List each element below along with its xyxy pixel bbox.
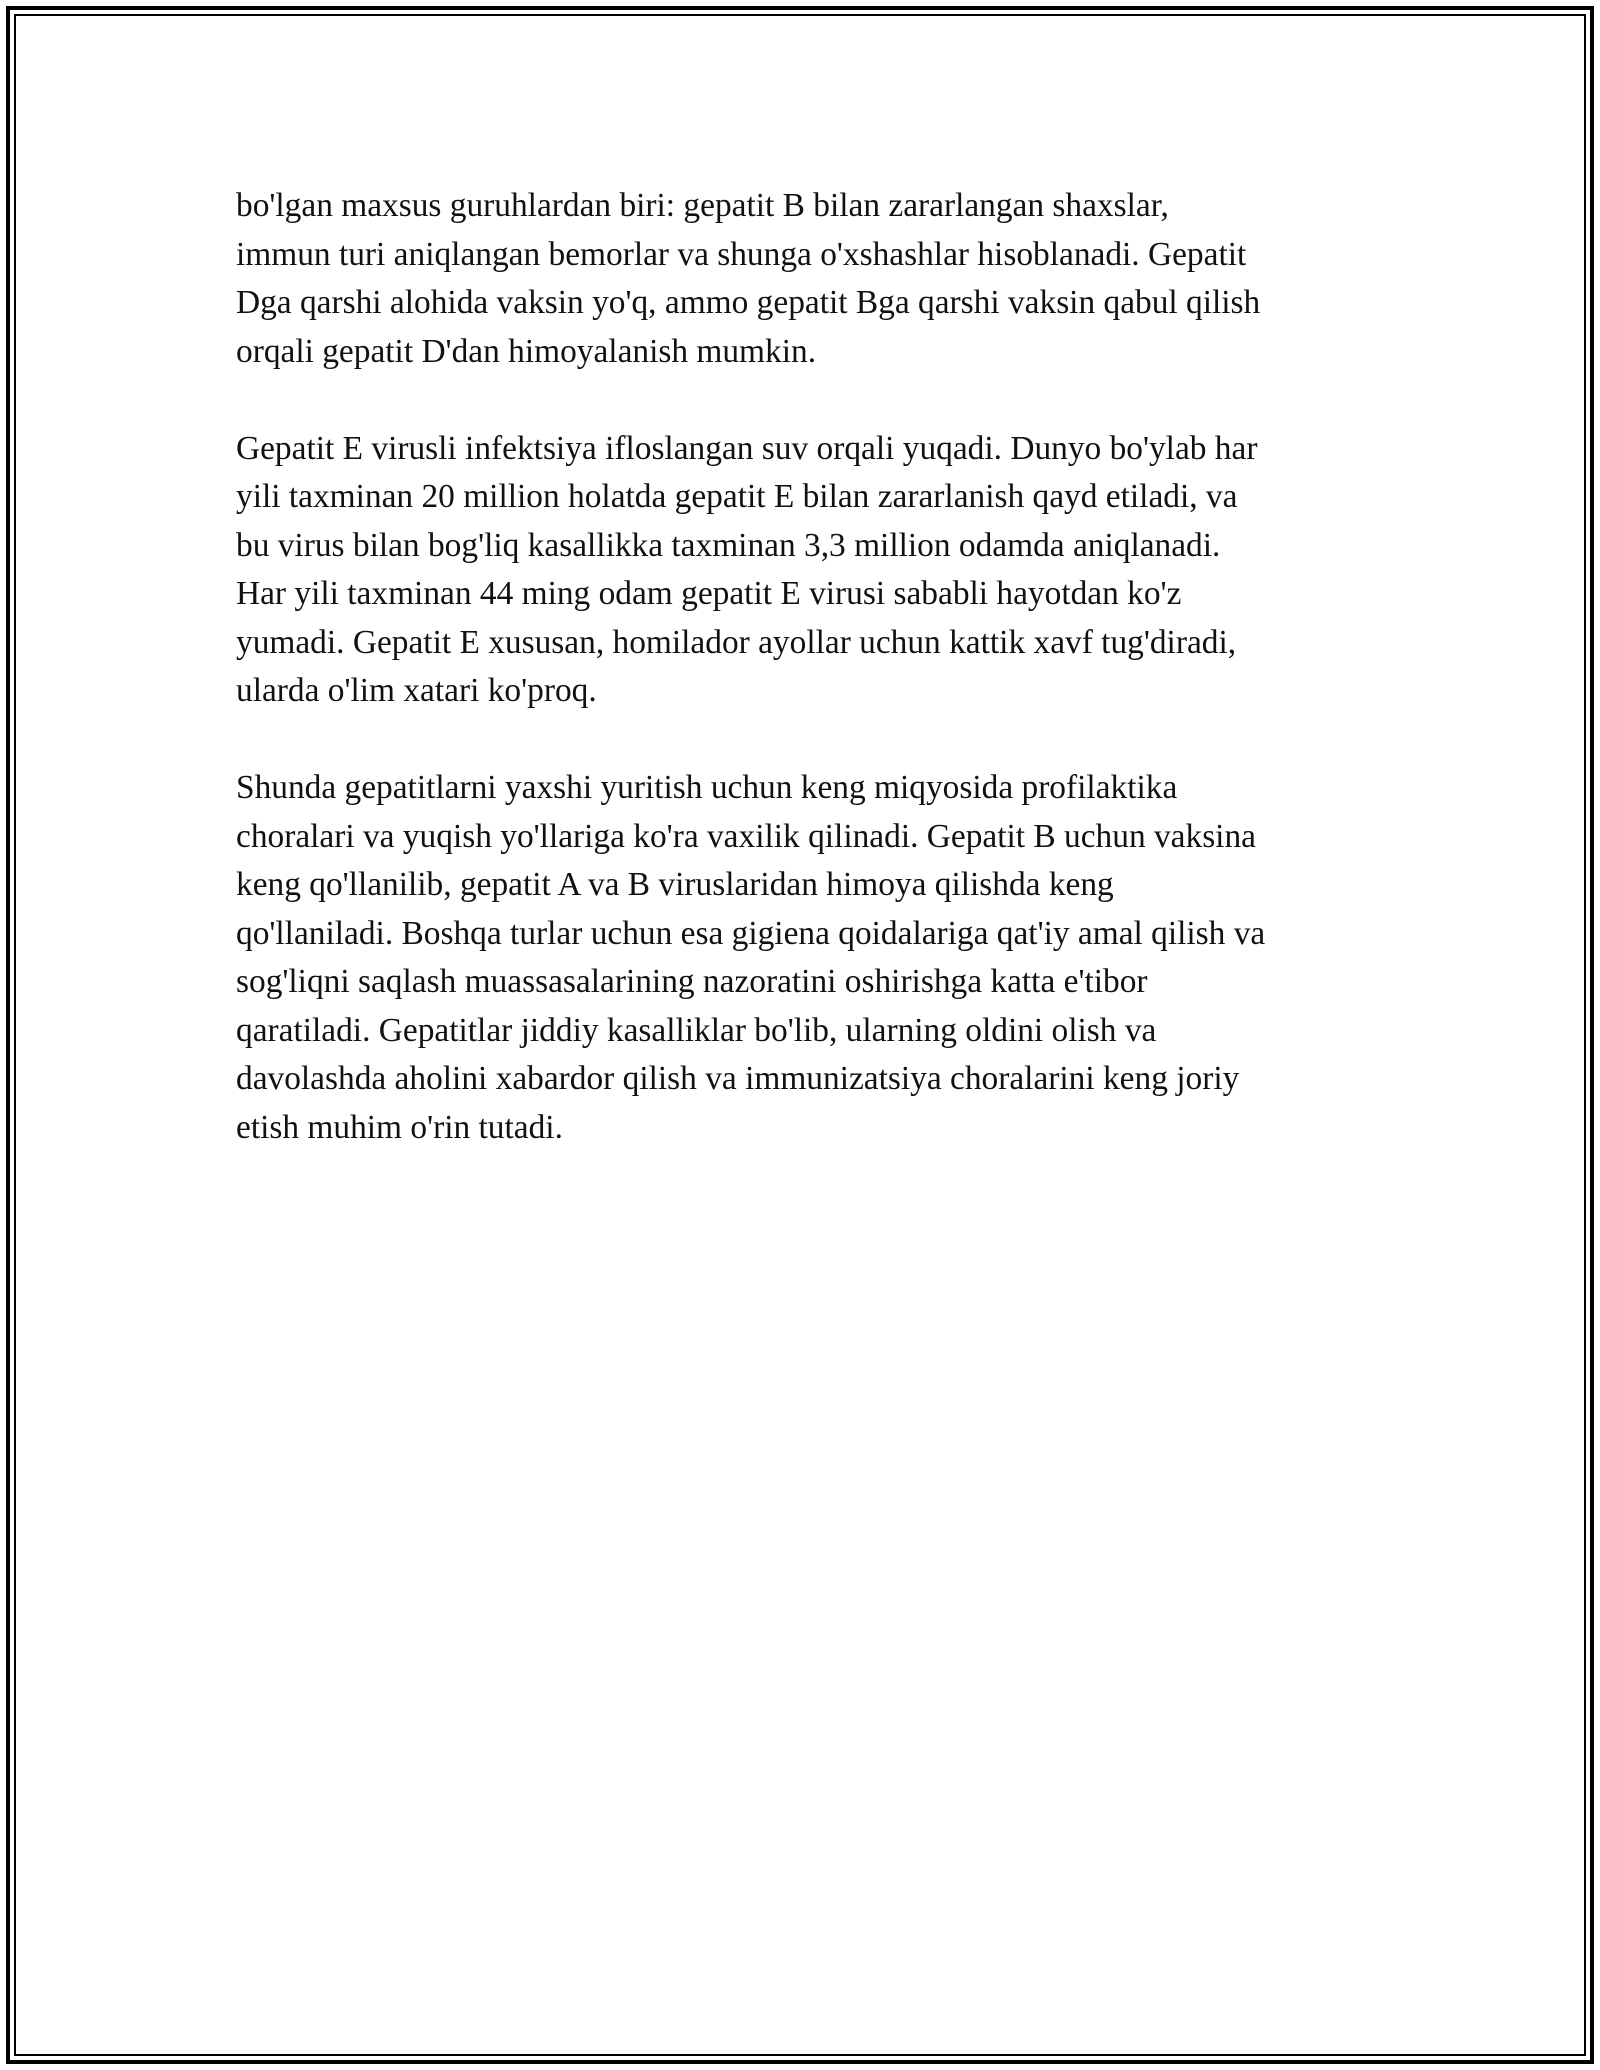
paragraph-hepatitis-d: bo'lgan maxsus guruhlardan biri: gepatit B bilan zararlangan shaxslar, immun turi aniqlangan bemorlar va shunga o'xshashlar hisoblanadi. Gepatit Dga qarshi alohida vaksin yo'q, ammo gepatit Bga qarshi vaksin qabul qilish orqali gepatit D'dan himoyalanish mumkin. <box>236 187 1261 370</box>
paragraph-prevention: Shunda gepatitlarni yaxshi yuritish uchun keng miqyosida profilaktika choralari va yuqish yo'llariga ko'ra vaxilik qilinadi. Gepatit B uchun vaksina keng qo'llanilib, gepatit A va B viruslaridan himoya qilishda keng qo'llaniladi. Boshqa turlar uchun esa gigiena qoidalariga qat'iy amal qilish va sog'liqni saqlash muassasalarining nazoratini oshirishga katta e'tibor qaratiladi. Gepatitlar jiddiy kasalliklar bo'lib, ularning oldini olish va davolashda aholini xabardor qilish va immunizatsiya choralarini keng joriy etish muhim o'rin tutadi. <box>236 769 1266 1146</box>
document-body <box>236 182 1376 1201</box>
paragraph-hepatitis-e: Gepatit E virusli infektsiya ifloslangan suv orqali yuqadi. Dunyo bo'ylab har yili taxminan 20 million holatda gepatit E bilan zararlanish qayd etiladi, va bu virus bilan bog'liq kasallikka taxminan 3,3 million odamda aniqlanadi. Har yili taxminan 44 ming odam gepatit E virusi sababli hayotdan ko'z yumadi. Gepatit E xususan, homilador ayollar uchun kattik xavf tug'diradi, ularda o'lim xatari ko'proq. <box>236 429 1258 709</box>
